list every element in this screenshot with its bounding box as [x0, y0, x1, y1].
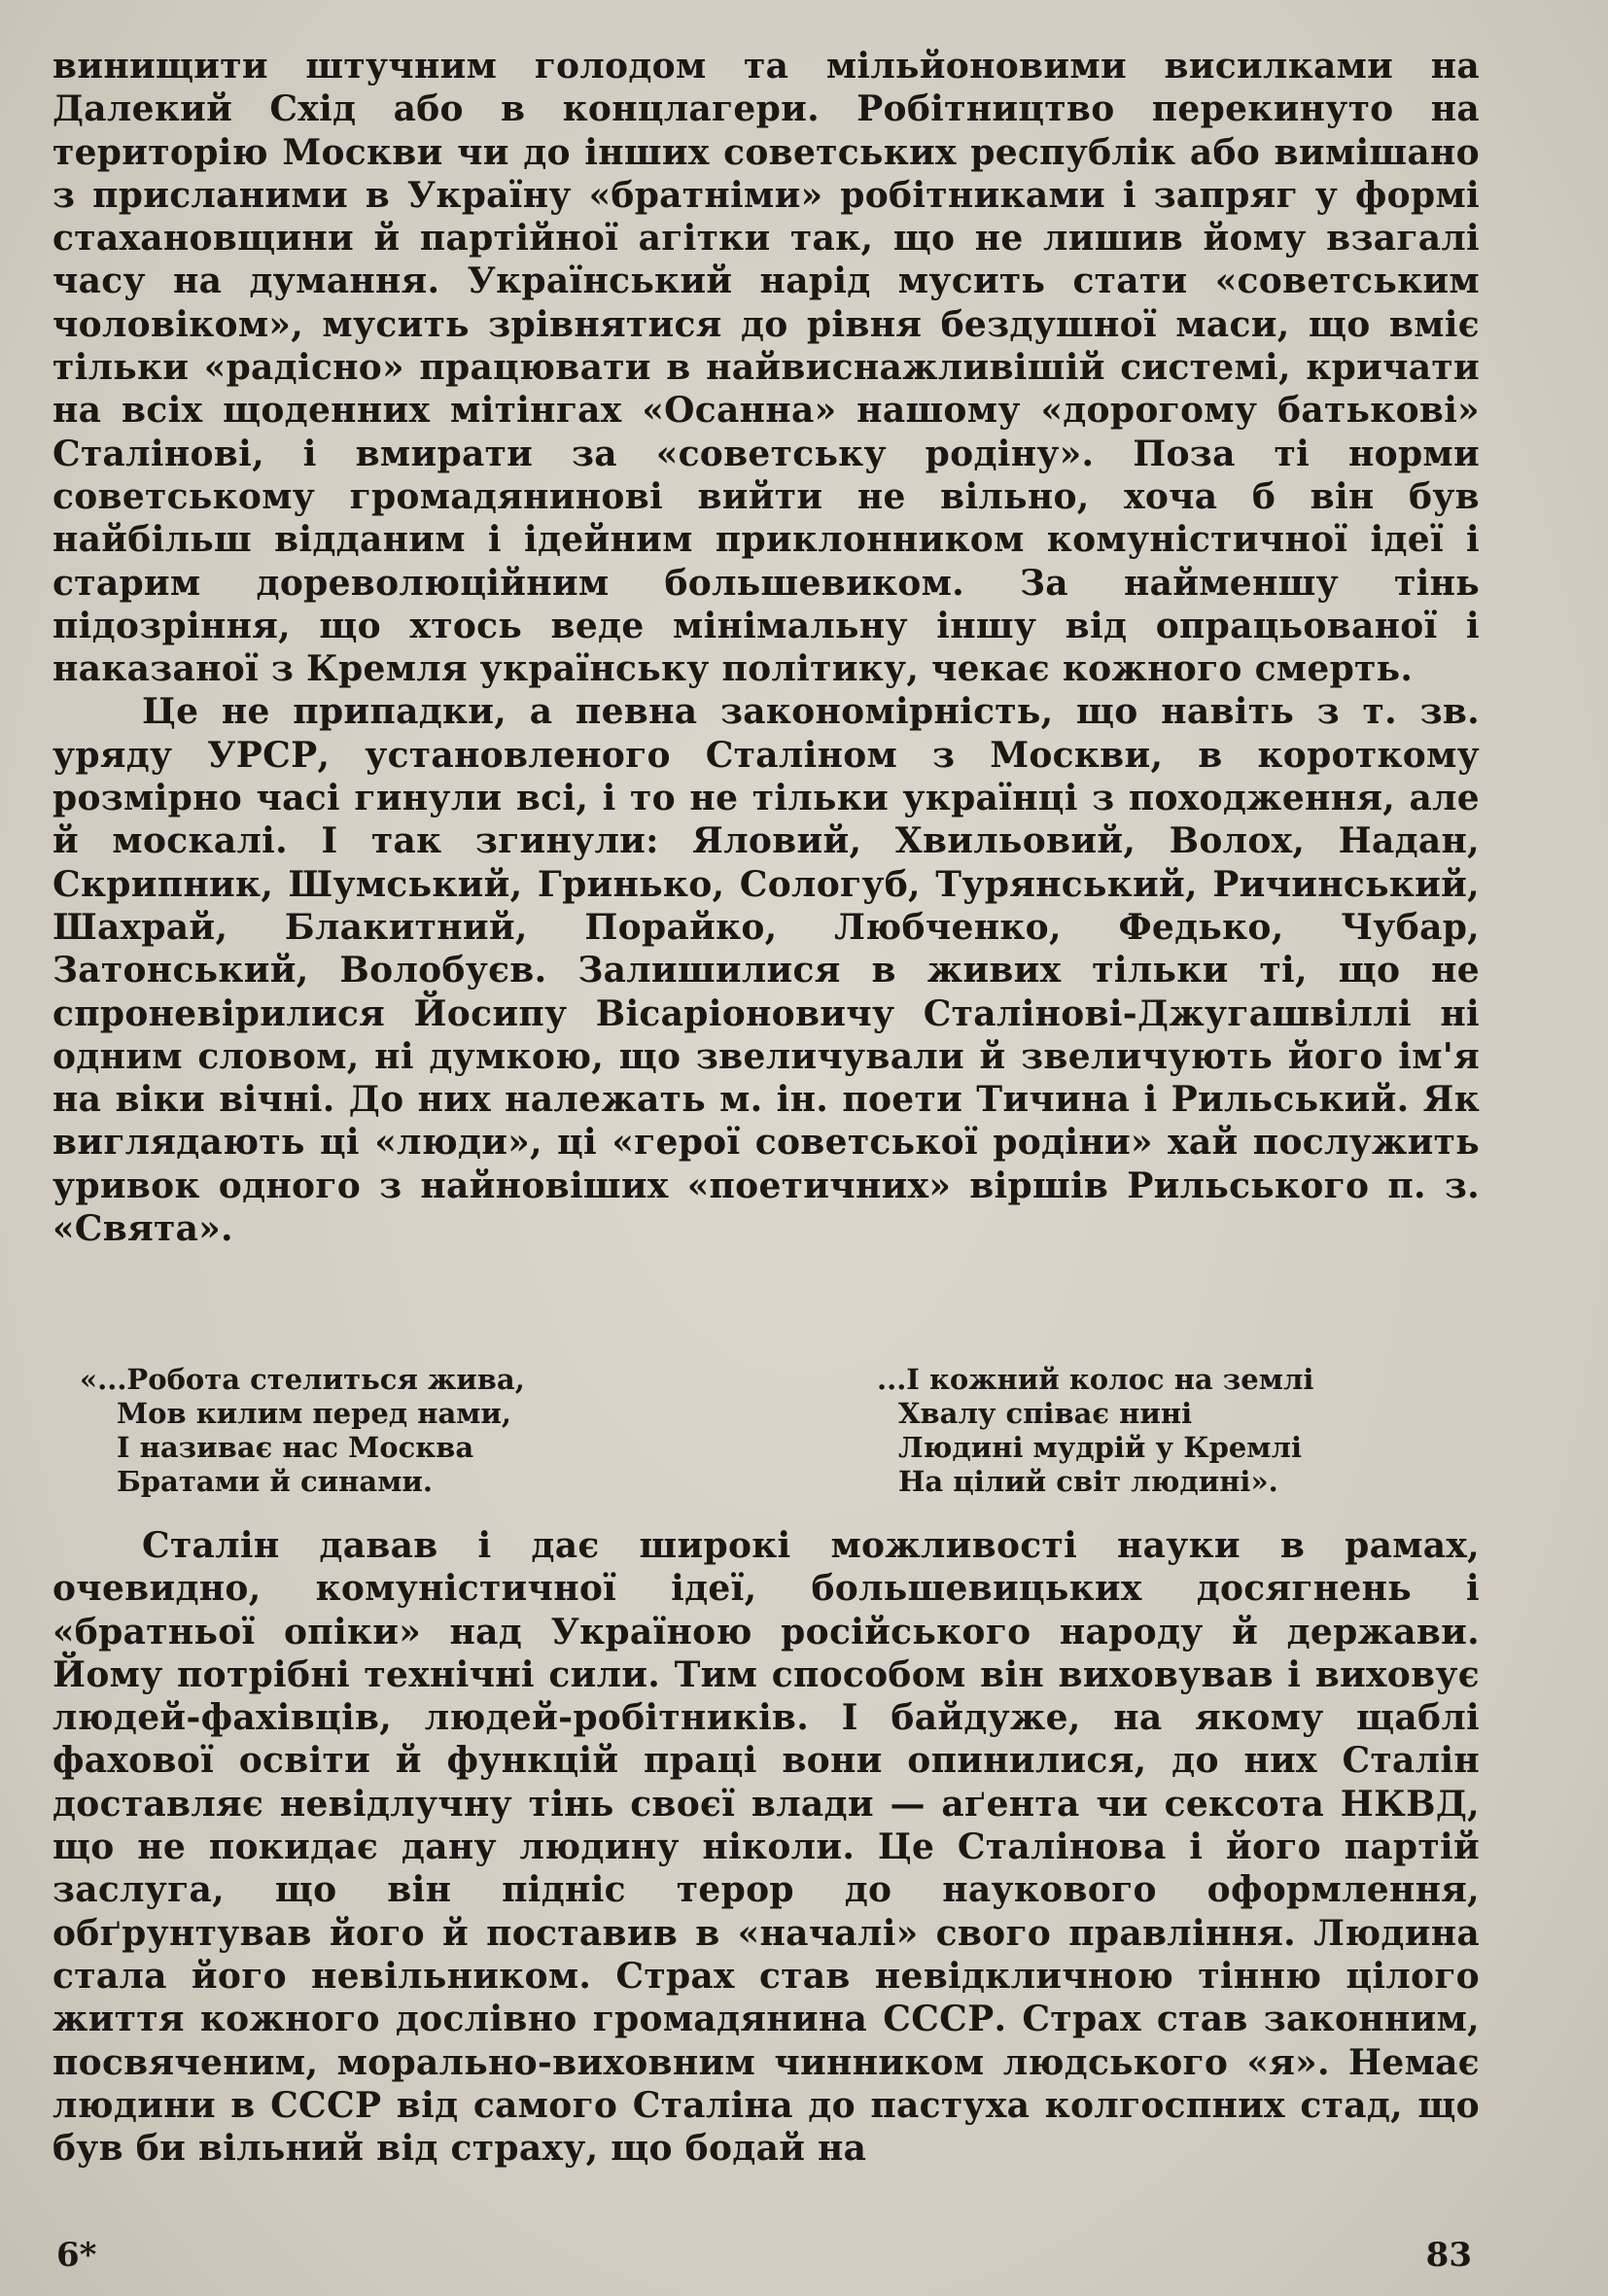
text-column-bottom — [52, 1524, 1480, 2170]
paragraph-1: винищити штучним голодом та мільйоновими висилками на Далекий Схід або в концлагери. Робітництво перекинуто на територію Москви чи до інших советських республік або вимішано з присланими в Україну «братніми» робітниками і запряг у формі стахановщини й партійної агітки так, що не лишив йому взагалі часу на думання. Український нарід мусить стати «советським чоловіком», мусить зрівнятися до рівня бездушної маси, що вміє тільки «радісно» працювати в найвиснажливішій системі, кричати на всіх щоденних мітінгах «Осанна» нашому «дорогому батькові» Сталінові, і вмирати за «советську родіну». Поза ті норми советському громадянинові вийти не вільно, хоча б він був найбільш відданим і ідейним приклонником комуністичної ідеї і старим дореволюційним большевиком. За найменшу тінь підозріння, що хтось веде мінімальну іншу від опрацьованої і наказаної з Кремля українську політику, чекає кожного смерть. — [52, 46, 1480, 690]
poem-line: Братами й синами. — [117, 1465, 433, 1498]
paragraph-3: Сталін давав і дає широкі можливості науки в рамах, очевидно, комуністичної ідеї, большевицьких досягнень і «братньої опіки» над Україною російського народу й держави. Йому потрібні технічні сили. Тим способом він виховував і виховує людей-фахівців, людей-робітників. І байдуже, на якому щаблі фахової освіти й функцій праці вони опинилися, до них Сталін доставляє невідлучну тінь своєї влади — аґента чи сексота НКВД, що не покидає дану людину ніколи. Це Сталінова і його партій заслуга, що він підніс терор до наукового оформлення, обґрунтував його й поставив в «началі» свого правління. Людина стала його невільником. Страх став невідкличною тінню цілого життя кожного дослівно громадянина СССР. Страх став законним, посвяченим, морально-виховним чинником людського «я». Немає людини в СССР від самого Сталіна до пастуха колгоспних стад, що був би вільний від страху, що бодай на — [52, 1525, 1480, 2170]
poem-excerpt — [80, 1363, 1441, 1509]
page-number: 83 — [1425, 2236, 1472, 2275]
poem-column-right — [877, 1363, 1313, 1499]
poem-line: ...І кожний колос на землі — [877, 1363, 1314, 1396]
poem-line: Мов килим перед нами, — [117, 1397, 512, 1430]
poem-line: Хвалу співає нині — [898, 1397, 1193, 1430]
poem-line: Людині мудрій у Кремлі — [898, 1431, 1302, 1464]
signature-mark: 6* — [56, 2236, 97, 2275]
poem-line: І називає нас Москва — [117, 1431, 474, 1464]
poem-line: На цілий світ людині». — [898, 1465, 1278, 1498]
poem-line: «...Робота стелиться жива, — [80, 1363, 525, 1396]
text-column-top — [52, 45, 1480, 1250]
paragraph-2: Це не припадки, а певна закономірність, що навіть з т. зв. уряду УРСР, установленого Сталіном з Москви, в короткому розмірно часі гинули всі, і то не тільки українці з походження, але й москалі. І так згинули: Яловий, Хвильовий, Волох, Надан, Скрипник, Шумський, Гринько, Сологуб, Турянський, Ричинський, Шахрай, Блакитний, Порайко, Любченко, Федько, Чубар, Затонський, Волобуєв. Залишилися в живих тільки ті, що не спроневірилися Йосипу Вісаріоновичу Сталінові-Джугашвіллі ні одним словом, ні думкою, що звеличували й звеличують його ім'я на віки вічні. До них належать м. ін. поети Тичина і Рильський. Як виглядають ці «люди», ці «герої советської родіни» хай послужить уривок одного з найновіших «поетичних» віршів Рильського п. з. «Свята». — [52, 691, 1480, 1250]
poem-column-left — [80, 1363, 525, 1499]
